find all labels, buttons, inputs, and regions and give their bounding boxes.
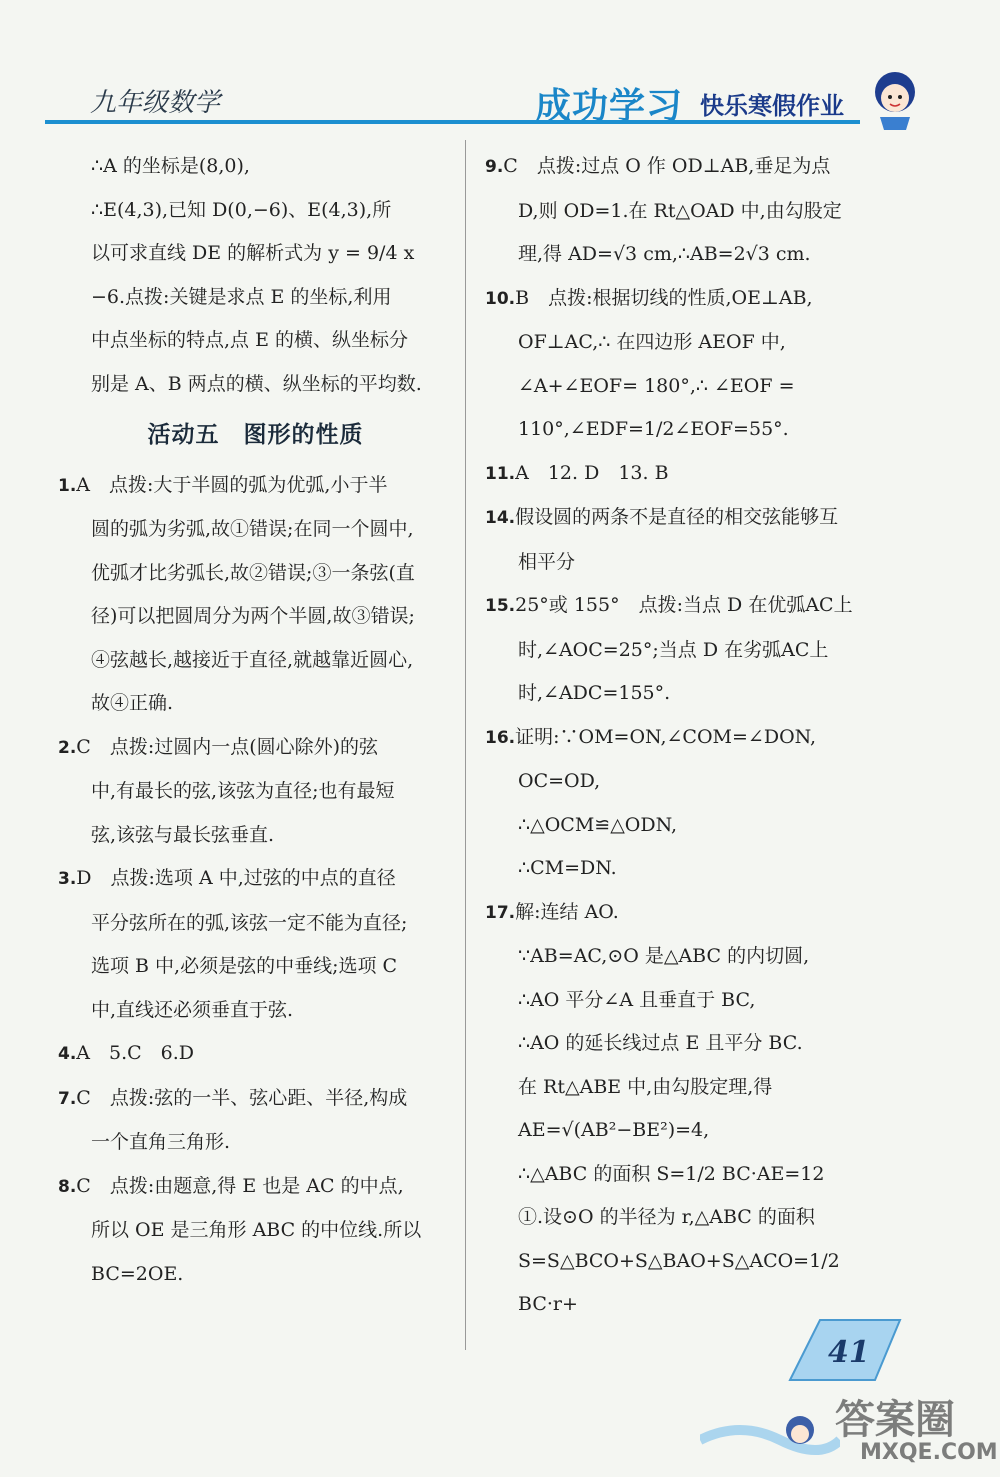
answer-text: 径)可以把圆周分为两个半圆,故③错误; [91, 605, 415, 627]
answer-line [485, 233, 880, 277]
question-number: 9. [485, 157, 504, 177]
answer-line [58, 232, 453, 276]
answer-text: ①.设⊙O 的半径为 r,△ABC 的面积 [518, 1206, 815, 1228]
answer-text: 故④正确. [91, 692, 174, 714]
answer-line [58, 857, 453, 902]
answer-line [485, 760, 880, 804]
answer-line [58, 814, 453, 858]
answer-text: C 点拨:过点 O 作 OD⊥AB,垂足为点 [503, 155, 831, 177]
answer-text: D 点拨:选项 A 中,过弦的中点的直径 [76, 867, 396, 889]
answer-text: A 12. D 13. B [515, 461, 669, 484]
answer-text: C 点拨:由题意,得 E 也是 AC 的中点, [76, 1174, 404, 1197]
answer-line [58, 464, 453, 509]
answer-line [58, 595, 453, 639]
answer-text: 证明:∵OM=ON,∠COM=∠DON, [515, 725, 817, 748]
answer-line [58, 902, 453, 946]
answer-line [485, 452, 880, 497]
answer-line [58, 989, 453, 1033]
answer-text: 110°,∠EDF=1/2∠EOF=55°. [518, 418, 789, 440]
answer-line [485, 496, 880, 541]
question-number: 17. [485, 902, 516, 923]
question-number: 1. [58, 475, 77, 496]
answer-text: 相平分 [518, 550, 576, 573]
answer-line [485, 1196, 880, 1240]
answer-line [58, 508, 453, 552]
question-number: 10. [485, 288, 516, 309]
answer-text: ∵AB=AC,⊙O 是△ABC 的内切圆, [518, 945, 810, 967]
answer-text: ∴CM=DN. [518, 857, 617, 879]
answer-line [485, 935, 880, 979]
question-number: 14. [485, 508, 516, 528]
answer-text: 中,直线还必须垂直于弦. [91, 998, 294, 1021]
answer-line [485, 1022, 880, 1066]
answer-text: C 点拨:过圆内一点(圆心除外)的弦 [76, 735, 379, 758]
answer-text: OC=OD, [518, 770, 601, 792]
answer-text: 25°或 155° 点拨:当点 D 在优弧AC上 [515, 594, 853, 616]
answer-text: ∴△OCM≌△ODN, [518, 813, 678, 836]
answer-line [58, 1077, 453, 1122]
answer-line [58, 1209, 453, 1253]
header-brand: 成功学习 [535, 86, 684, 127]
answer-text: 时,∠ADC=155°. [518, 682, 671, 704]
answer-line [485, 1066, 880, 1110]
answer-line [58, 726, 453, 771]
answer-text: ∴△ABC 的面积 S=1/2 BC·AE=12 [518, 1162, 825, 1185]
answer-text: B 点拨:根据切线的性质,OE⊥AB, [515, 286, 813, 309]
answer-line [485, 847, 880, 891]
answer-line [485, 584, 880, 629]
answer-line [485, 408, 880, 452]
watermark: 答案圈 [835, 1397, 955, 1443]
question-number: 4. [58, 1044, 77, 1064]
answer-text: A 5.C 6.D [76, 1042, 195, 1064]
question-number: 3. [58, 869, 77, 889]
header-rule [45, 120, 860, 124]
answer-line [485, 804, 880, 848]
answer-text: ∴E(4,3),已知 D(0,−6)、E(4,3),所 [91, 198, 392, 221]
answer-text: 别是 A、B 两点的横、纵坐标的平均数. [91, 372, 422, 395]
answer-text: 时,∠AOC=25°;当点 D 在劣弧AC上 [518, 638, 829, 661]
answer-line [58, 1032, 453, 1077]
left-column [58, 145, 453, 1296]
section-title: 活动五 图形的性质 [147, 422, 364, 448]
answer-text: 在 Rt△ABE 中,由勾股定理,得 [518, 1075, 773, 1098]
answer-line [485, 277, 880, 322]
answer-line [485, 321, 880, 365]
header-subject: 九年级数学 [90, 88, 221, 118]
answer-line [58, 189, 453, 233]
header-brand-sub: 快乐寒假作业 [700, 92, 844, 120]
answer-text: 解:连结 AO. [515, 900, 619, 923]
answer-line [58, 145, 453, 189]
answer-text: S=S△BCO+S△BAO+S△ACO=1/2 BC·r+ [518, 1249, 840, 1315]
answer-text: ∠A+∠EOF= 180°,∴ ∠EOF = [518, 374, 795, 397]
right-column [485, 145, 880, 1327]
answer-line [58, 682, 453, 726]
answer-text: A 点拨:大于半圆的弧为优弧,小于半 [76, 473, 388, 496]
answer-line [485, 716, 880, 761]
answer-line [58, 319, 453, 363]
answer-line [58, 639, 453, 683]
answer-text: C 点拨:弦的一半、弦心距、半径,构成 [76, 1086, 408, 1109]
answer-line [58, 1253, 453, 1297]
answer-line [58, 1121, 453, 1165]
answer-text: ∴AO 平分∠A 且垂直于 BC, [518, 988, 756, 1011]
answer-line [485, 145, 880, 190]
question-number: 7. [58, 1088, 77, 1109]
question-number: 8. [58, 1176, 77, 1197]
answer-line [58, 1165, 453, 1210]
answer-text: ∴A 的坐标是(8,0), [91, 155, 250, 177]
question-number: 15. [485, 596, 516, 616]
answer-line [485, 1109, 880, 1153]
answer-line [485, 190, 880, 234]
answer-text: AE=√(AB²−BE²)=4, [518, 1119, 710, 1141]
question-number: 2. [58, 737, 77, 758]
question-number: 16. [485, 727, 516, 748]
answer-line [58, 552, 453, 596]
page-number-badge [780, 1310, 910, 1394]
answer-text: ∴AO 的延长线过点 E 且平分 BC. [518, 1032, 803, 1054]
answer-text: 选项 B 中,必须是弦的中垂线;选项 C [91, 955, 398, 977]
answer-line [485, 365, 880, 409]
answer-text: ④弦越长,越接近于直径,就越靠近圆心, [91, 648, 414, 671]
column-divider [465, 140, 466, 1350]
answer-text: D,则 OD=1.在 Rt△OAD 中,由勾股定 [518, 199, 842, 222]
answer-text: 假设圆的两条不是直径的相交弦能够互 [515, 506, 839, 528]
answer-text: 所以 OE 是三角形 ABC 的中位线.所以 [91, 1219, 422, 1241]
answer-text: 优弧才比劣弧长,故②错误;③一条弦(直 [91, 561, 415, 584]
answer-text: BC=2OE. [91, 1262, 184, 1285]
answer-text: 一个直角三角形. [91, 1131, 231, 1153]
answer-text: 圆的弧为劣弧,故①错误;在同一个圆中, [91, 518, 414, 540]
answer-line [485, 629, 880, 673]
answer-text: −6.点拨:关键是求点 E 的坐标,利用 [91, 285, 392, 308]
watermark-url: MXQE.COM [860, 1440, 998, 1465]
answer-line [58, 770, 453, 814]
answer-text: 平分弦所在的弧,该弦一定不能为直径; [91, 911, 408, 934]
answer-text: 中,有最长的弦,该弦为直径;也有最短 [91, 780, 395, 802]
answer-text: 中点坐标的特点,点 E 的横、纵坐标分 [91, 329, 408, 351]
answer-line [485, 541, 880, 585]
answer-text: OF⊥AC,∴ 在四边形 AEOF 中, [518, 331, 786, 353]
answer-line [58, 363, 453, 407]
answer-line [485, 979, 880, 1023]
answer-text: 弦,该弦与最长弦垂直. [91, 823, 275, 846]
answer-text: 理,得 AD=√3 cm,∴AB=2√3 cm. [518, 243, 811, 265]
question-number: 11. [485, 463, 516, 484]
footer-boy-icon [700, 1400, 840, 1474]
answer-line [485, 672, 880, 716]
answer-line [485, 891, 880, 936]
answer-line [485, 1153, 880, 1197]
mascot-girl-icon [860, 62, 930, 136]
answer-line [58, 945, 453, 989]
answer-text: 以可求直线 DE 的解析式为 y = 9/4 x [91, 242, 415, 264]
page-number: 41 [828, 1335, 870, 1370]
answer-line [58, 276, 453, 320]
